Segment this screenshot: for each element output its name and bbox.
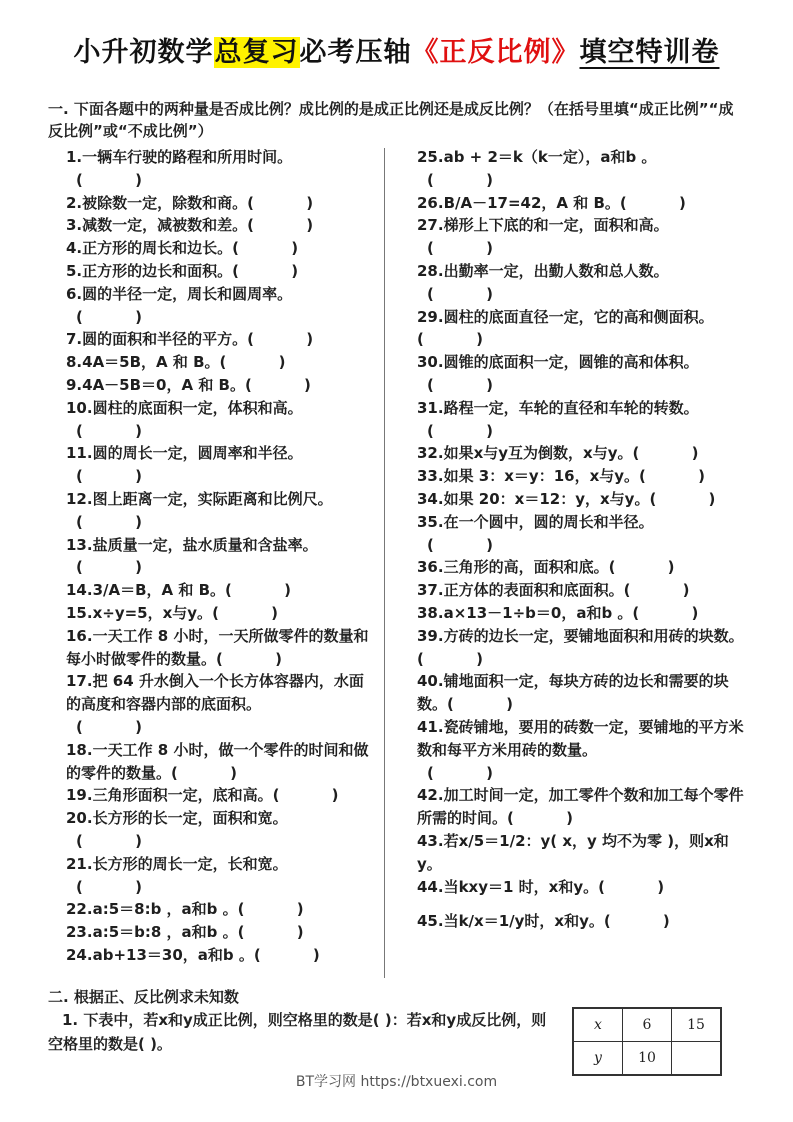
question-number: 37. xyxy=(417,581,444,600)
table-cell: 10 xyxy=(623,1042,672,1076)
footer-watermark: BT学习网 https://btxuexi.com xyxy=(295,1074,498,1090)
spacer xyxy=(417,898,747,910)
question-item xyxy=(66,670,378,738)
answer-blank[interactable]: ( ) xyxy=(244,375,311,394)
question-item xyxy=(417,465,747,488)
question-text: 当kxy＝1 时，x和y。 xyxy=(443,877,599,896)
question-text: ab + 2＝k（k一定），a和b 。 xyxy=(443,148,657,166)
question-text: 圆的半径一定，周长和圆周率。 xyxy=(82,284,293,303)
question-text: 铺地面积一定，每块方砖的边长和需要的块数。 xyxy=(417,672,729,714)
question-text: 一天工作 8 小时，一天所做零件的数量和每小时做零件的数量。 xyxy=(66,626,369,668)
question-text: 如果 3：x＝y：16，x与y。 xyxy=(443,467,640,486)
question-number: 14. xyxy=(66,581,93,600)
table-cell: 6 xyxy=(623,1008,672,1042)
question-item xyxy=(417,146,747,192)
question-number: 8. xyxy=(66,353,83,372)
question-item xyxy=(66,146,378,192)
question-item xyxy=(417,351,747,397)
question-item xyxy=(66,283,378,329)
question-text: a:5＝b:8 ，a和b 。 xyxy=(92,923,238,942)
answer-blank[interactable]: ( ) xyxy=(427,239,493,258)
answer-blank[interactable]: ( ) xyxy=(632,603,699,622)
question-number: 40. xyxy=(417,672,444,691)
question-text: 圆的面积和半径的平方。 xyxy=(82,330,248,349)
question-item xyxy=(417,579,747,602)
answer-blank[interactable]: ( ) xyxy=(447,695,513,714)
answer-blank[interactable]: ( ) xyxy=(219,353,286,372)
question-text: 圆柱的底面直径一定，它的高和侧面积。 xyxy=(443,307,714,326)
question-text: a:5＝8:b ，a和b 。 xyxy=(92,900,238,919)
question-number: 18. xyxy=(66,740,93,759)
question-text: 三角形面积一定，底和高。 xyxy=(92,786,273,805)
question-item xyxy=(66,625,378,671)
answer-blank[interactable]: ( ) xyxy=(639,467,705,486)
answer-blank[interactable]: ( ) xyxy=(232,261,299,280)
question-item xyxy=(66,602,378,625)
question-item xyxy=(417,192,747,215)
answer-blank[interactable]: ( ) xyxy=(76,467,142,486)
question-item xyxy=(66,898,378,921)
question-text: 瓷砖铺地，要用的砖数一定，要铺地的平方米数和每平方米用砖的数量。 xyxy=(417,717,744,759)
answer-blank[interactable]: ( ) xyxy=(603,912,670,931)
table-cell: x xyxy=(573,1008,623,1042)
title-part1: 小升初数学 xyxy=(73,37,214,68)
question-item xyxy=(417,670,747,716)
table-row xyxy=(573,1042,721,1076)
question-item xyxy=(417,556,747,579)
answer-blank[interactable]: ( ) xyxy=(417,330,483,349)
answer-blank[interactable]: ( ) xyxy=(232,239,299,258)
question-number: 3. xyxy=(66,216,83,235)
answer-blank[interactable]: ( ) xyxy=(237,900,304,919)
question-number: 6. xyxy=(66,284,83,303)
answer-blank[interactable]: ( ) xyxy=(247,330,314,349)
question-item xyxy=(417,784,747,830)
question-item xyxy=(417,260,747,306)
section1-heading: 一. 下面各题中的两种量是否成比例？成比例的是成正比例还是成反比例？（在括号里填“成正比例”“成反比例”或“不成比例”） xyxy=(48,100,734,140)
title-part2: 必考压轴 xyxy=(299,37,412,68)
answer-blank[interactable]: ( ) xyxy=(76,170,142,189)
right-question-column xyxy=(417,146,747,933)
answer-blank[interactable]: ( ) xyxy=(427,421,493,440)
question-item xyxy=(417,830,747,876)
page-title xyxy=(0,30,793,69)
question-number: 20. xyxy=(66,809,93,828)
question-text: a×13－1÷b＝0，a和b 。 xyxy=(443,603,633,622)
question-text: 在一个圆中，圆的周长和半径。 xyxy=(443,512,654,531)
question-item xyxy=(417,910,747,933)
question-item xyxy=(66,374,378,397)
question-text: 若x/5＝1/2：y( x，y 均不为零 )，则x和y。 xyxy=(417,831,729,873)
table-row xyxy=(573,1008,721,1042)
answer-blank[interactable]: ( ) xyxy=(427,535,493,554)
question-item xyxy=(66,214,378,237)
question-text: 正方形的周长和边长。 xyxy=(82,239,233,258)
question-item xyxy=(66,260,378,283)
question-item xyxy=(66,488,378,534)
answer-blank[interactable]: ( ) xyxy=(76,421,142,440)
question-number: 43. xyxy=(417,831,444,850)
question-text: 长方形的长一定，面积和宽。 xyxy=(92,809,288,828)
answer-blank[interactable]: ( ) xyxy=(623,581,690,600)
question-item xyxy=(66,739,378,785)
question-item xyxy=(417,876,747,899)
question-text: 4A－5B＝0，A 和 B。 xyxy=(82,375,245,394)
question-text: 圆柱的底面积一定，体积和高。 xyxy=(92,398,303,417)
answer-blank[interactable]: ( ) xyxy=(171,763,237,782)
question-text: 图上距离一定，实际距离和比例尺。 xyxy=(92,489,333,508)
question-number: 39. xyxy=(417,626,444,645)
question-text: x÷y=5，x与y。 xyxy=(92,603,213,622)
question-number: 29. xyxy=(417,307,444,326)
answer-blank[interactable]: ( ) xyxy=(649,489,716,508)
question-item xyxy=(66,237,378,260)
question-text: B/A－17=42，A 和 B。 xyxy=(443,193,620,212)
question-number: 28. xyxy=(417,261,444,280)
question-number: 10. xyxy=(66,398,93,417)
answer-blank[interactable]: ( ) xyxy=(272,786,339,805)
question-item xyxy=(417,442,747,465)
question-number: 31. xyxy=(417,398,444,417)
title-highlight: 总复习 xyxy=(214,37,299,68)
question-number: 27. xyxy=(417,216,444,235)
section2-heading: 二. 根据正、反比例求未知数 xyxy=(48,988,239,1006)
section2-problem1: 1. 下表中，若x和y成正比例，则空格里的数是( )：若x和y成反比例，则空格里的数是( )。 xyxy=(48,1011,547,1053)
question-text: 如果 20：x＝12：y，x与y。 xyxy=(443,489,650,508)
question-text: 一天工作 8 小时，做一个零件的时间和做的零件的数量。 xyxy=(66,740,369,782)
question-item xyxy=(66,853,378,899)
question-item xyxy=(66,442,378,488)
question-text: 被除数一定，除数和商。 xyxy=(82,193,248,212)
left-question-column xyxy=(66,146,378,967)
question-text: 当k/x＝1/y时，x和y。 xyxy=(443,912,604,931)
table-cell: 15 xyxy=(672,1008,722,1042)
question-text: 一辆车行驶的路程和所用时间。 xyxy=(82,148,293,166)
question-text: 长方形的周长一定，长和宽。 xyxy=(92,854,288,873)
question-item xyxy=(417,511,747,557)
question-item xyxy=(66,351,378,374)
answer-blank[interactable]: ( ) xyxy=(76,512,142,531)
question-item xyxy=(417,488,747,511)
question-item xyxy=(66,921,378,944)
question-text: 加工时间一定，加工零件个数和加工每个零件所需的时间。 xyxy=(417,786,744,828)
question-number: 42. xyxy=(417,786,444,805)
question-item xyxy=(417,716,747,784)
answer-blank[interactable]: ( ) xyxy=(608,558,675,577)
title-underlined: 填空特训卷 xyxy=(579,37,720,68)
question-number: 5. xyxy=(66,261,83,280)
question-text: 圆的周长一定，圆周率和半径。 xyxy=(92,444,303,463)
question-text: 把 64 升水倒入一个长方体容器内，水面的高度和容器内部的底面积。 xyxy=(66,672,364,714)
question-number: 2. xyxy=(66,193,83,212)
question-item xyxy=(417,602,747,625)
answer-blank[interactable]: ( ) xyxy=(619,193,686,212)
question-number: 7. xyxy=(66,330,83,349)
question-item xyxy=(66,534,378,580)
question-item xyxy=(66,192,378,215)
question-text: 4A＝5B，A 和 B。 xyxy=(82,353,220,372)
question-number: 17. xyxy=(66,672,93,691)
answer-blank[interactable]: ( ) xyxy=(225,581,291,600)
question-number: 12. xyxy=(66,489,93,508)
question-number: 9. xyxy=(66,375,83,394)
answer-blank[interactable]: ( ) xyxy=(427,763,493,782)
question-number: 44. xyxy=(417,877,444,896)
answer-blank[interactable]: ( ) xyxy=(427,284,493,303)
question-item xyxy=(417,214,747,260)
answer-blank[interactable]: ( ) xyxy=(632,444,699,463)
question-item xyxy=(417,397,747,443)
table-cell: y xyxy=(573,1042,623,1076)
question-number: 21. xyxy=(66,854,93,873)
answer-blank[interactable]: ( ) xyxy=(598,877,665,896)
question-text: 3/A＝B，A 和 B。 xyxy=(92,581,226,600)
question-number: 4. xyxy=(66,239,83,258)
answer-blank[interactable]: ( ) xyxy=(427,375,493,394)
question-text: 圆锥的底面积一定，圆锥的高和体积。 xyxy=(443,353,699,372)
answer-blank[interactable]: ( ) xyxy=(507,809,573,828)
question-number: 26. xyxy=(417,193,444,212)
question-item xyxy=(66,579,378,602)
question-text: 正方形的边长和面积。 xyxy=(82,261,233,280)
answer-blank[interactable]: ( ) xyxy=(212,603,278,622)
question-text: 盐质量一定，盐水质量和含盐率。 xyxy=(92,535,318,554)
question-text: 出勤率一定，出勤人数和总人数。 xyxy=(443,261,669,280)
question-item xyxy=(66,397,378,443)
question-number: 32. xyxy=(417,444,444,463)
question-text: ab+13＝30，a和b 。 xyxy=(92,945,254,964)
answer-blank[interactable]: ( ) xyxy=(237,923,304,942)
question-item xyxy=(66,807,378,853)
question-item xyxy=(417,625,747,671)
answer-blank[interactable]: ( ) xyxy=(76,877,142,896)
question-number: 30. xyxy=(417,353,444,372)
question-item xyxy=(66,784,378,807)
answer-blank[interactable]: ( ) xyxy=(417,649,483,668)
answer-blank[interactable]: ( ) xyxy=(427,170,493,189)
question-number: 33. xyxy=(417,467,444,486)
question-text: 正方体的表面积和底面积。 xyxy=(443,581,624,600)
xy-table xyxy=(572,1007,722,1076)
question-text: 梯形上下底的和一定，面积和高。 xyxy=(443,216,669,235)
answer-blank[interactable]: ( ) xyxy=(76,831,142,850)
answer-blank[interactable]: ( ) xyxy=(247,216,314,235)
question-number: 35. xyxy=(417,512,444,531)
answer-blank[interactable]: ( ) xyxy=(216,649,282,668)
question-number: 25. xyxy=(417,148,444,166)
question-number: 15. xyxy=(66,603,93,622)
answer-blank[interactable]: ( ) xyxy=(253,945,320,964)
answer-blank[interactable]: ( ) xyxy=(76,307,142,326)
question-number: 16. xyxy=(66,626,93,645)
answer-blank[interactable]: ( ) xyxy=(247,193,314,212)
question-text: 如果x与y互为倒数，x与y。 xyxy=(443,444,633,463)
table-cell-empty xyxy=(672,1042,722,1076)
question-number: 41. xyxy=(417,717,444,736)
question-number: 22. xyxy=(66,900,93,919)
answer-blank[interactable]: ( ) xyxy=(76,717,142,736)
question-number: 24. xyxy=(66,945,93,964)
question-number: 11. xyxy=(66,444,93,463)
question-item xyxy=(66,944,378,967)
question-text: 路程一定，车轮的直径和车轮的转数。 xyxy=(443,398,699,417)
question-item xyxy=(66,328,378,351)
question-number: 23. xyxy=(66,923,93,942)
question-number: 19. xyxy=(66,786,93,805)
question-number: 38. xyxy=(417,603,444,622)
column-divider xyxy=(384,148,385,978)
question-number: 36. xyxy=(417,558,444,577)
question-text: 三角形的高，面积和底。 xyxy=(443,558,609,577)
question-number: 1. xyxy=(66,148,83,166)
question-number: 45. xyxy=(417,912,444,931)
question-number: 34. xyxy=(417,489,444,508)
question-text: 方砖的边长一定，要铺地面积和用砖的块数。 xyxy=(443,626,744,645)
title-red: 《正反比例》 xyxy=(411,37,580,68)
question-number: 13. xyxy=(66,535,93,554)
answer-blank[interactable]: ( ) xyxy=(76,558,142,577)
question-text: 减数一定，减被数和差。 xyxy=(82,216,248,235)
question-item xyxy=(417,306,747,352)
